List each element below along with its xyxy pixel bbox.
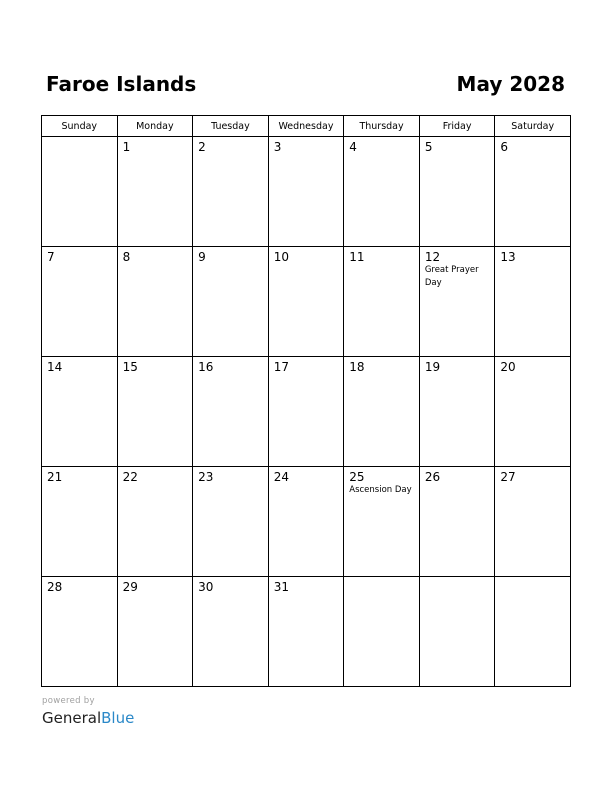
day-cell (117, 357, 193, 467)
weekday-friday: Friday (419, 116, 495, 137)
day-number: 10 (273, 250, 289, 264)
day-cell (344, 577, 420, 687)
day-number: 15 (122, 360, 138, 374)
day-cell (419, 247, 495, 357)
day-cell (419, 467, 495, 577)
day-number: 4 (349, 140, 357, 154)
weekday-thursday: Thursday (344, 116, 420, 137)
day-number: 7 (47, 250, 55, 264)
day-number: 21 (47, 470, 63, 484)
day-number (42, 137, 117, 140)
day-number: 5 (424, 140, 433, 154)
day-cell (268, 137, 344, 247)
day-cell (419, 577, 495, 687)
weekday-sunday: Sunday (42, 116, 118, 137)
day-cell (419, 357, 495, 467)
brand-logo[interactable] (42, 708, 134, 728)
weekday-header-row (42, 116, 571, 137)
day-number (420, 577, 495, 580)
day-number: 25 (349, 470, 365, 484)
day-number: 29 (122, 580, 138, 594)
day-number: 27 (500, 470, 516, 484)
day-number: 1 (122, 140, 131, 154)
day-cell (495, 137, 571, 247)
day-cell (117, 247, 193, 357)
day-cell (42, 137, 118, 247)
day-cell (42, 467, 118, 577)
week-row (42, 357, 571, 467)
month-title: May 2028 (456, 72, 565, 96)
calendar-header (41, 70, 570, 100)
day-cell (344, 137, 420, 247)
holiday-label: Ascension Day (349, 485, 412, 495)
day-cell (42, 357, 118, 467)
day-number: 19 (424, 360, 441, 374)
day-cell (193, 357, 269, 467)
country-title: Faroe Islands (46, 72, 197, 96)
day-cell (42, 247, 118, 357)
calendar-grid (41, 115, 571, 687)
day-cell (495, 357, 571, 467)
day-cell (495, 247, 571, 357)
day-cell (419, 137, 495, 247)
day-number: 23 (198, 470, 214, 484)
holiday-label: Great Prayer Day (424, 265, 479, 288)
day-cell (344, 467, 420, 577)
day-cell (495, 577, 571, 687)
week-row (42, 577, 571, 687)
day-number: 6 (500, 140, 509, 154)
day-number: 18 (349, 360, 365, 374)
weekday-saturday: Saturday (495, 116, 571, 137)
day-cell (344, 247, 420, 357)
day-number: 11 (349, 250, 365, 264)
day-number (495, 577, 570, 580)
week-row (42, 247, 571, 357)
weekday-monday: Monday (117, 116, 193, 137)
day-number (344, 577, 419, 580)
day-number: 14 (47, 360, 63, 374)
day-cell (193, 577, 269, 687)
day-number: 17 (273, 360, 289, 374)
day-cell (193, 137, 269, 247)
weekday-wednesday: Wednesday (268, 116, 344, 137)
day-number: 22 (122, 470, 138, 484)
day-cell (193, 467, 269, 577)
day-cell (495, 467, 571, 577)
day-number: 24 (273, 470, 289, 484)
day-number: 30 (198, 580, 214, 594)
day-number: 8 (122, 250, 131, 264)
day-number: 20 (500, 360, 516, 374)
day-cell (42, 577, 118, 687)
day-cell (117, 137, 193, 247)
day-cell (193, 247, 269, 357)
day-cell (268, 467, 344, 577)
day-cell (344, 357, 420, 467)
day-cell (268, 577, 344, 687)
day-cell (268, 357, 344, 467)
footer-branding (42, 696, 134, 728)
day-number: 31 (273, 580, 289, 594)
day-cell (117, 467, 193, 577)
day-number: 3 (273, 140, 282, 154)
powered-by-text: powered by (42, 696, 95, 706)
day-number: 2 (198, 140, 206, 154)
weekday-tuesday: Tuesday (193, 116, 269, 137)
day-number: 12 (424, 250, 441, 264)
day-number: 26 (424, 470, 441, 484)
brand-blue: Blue (101, 709, 135, 727)
day-number: 13 (500, 250, 516, 264)
day-cell (268, 247, 344, 357)
week-row (42, 137, 571, 247)
day-number: 16 (198, 360, 214, 374)
day-number: 28 (47, 580, 63, 594)
day-cell (117, 577, 193, 687)
week-row (42, 467, 571, 577)
brand-general: General (42, 709, 102, 727)
day-number: 9 (198, 250, 206, 264)
